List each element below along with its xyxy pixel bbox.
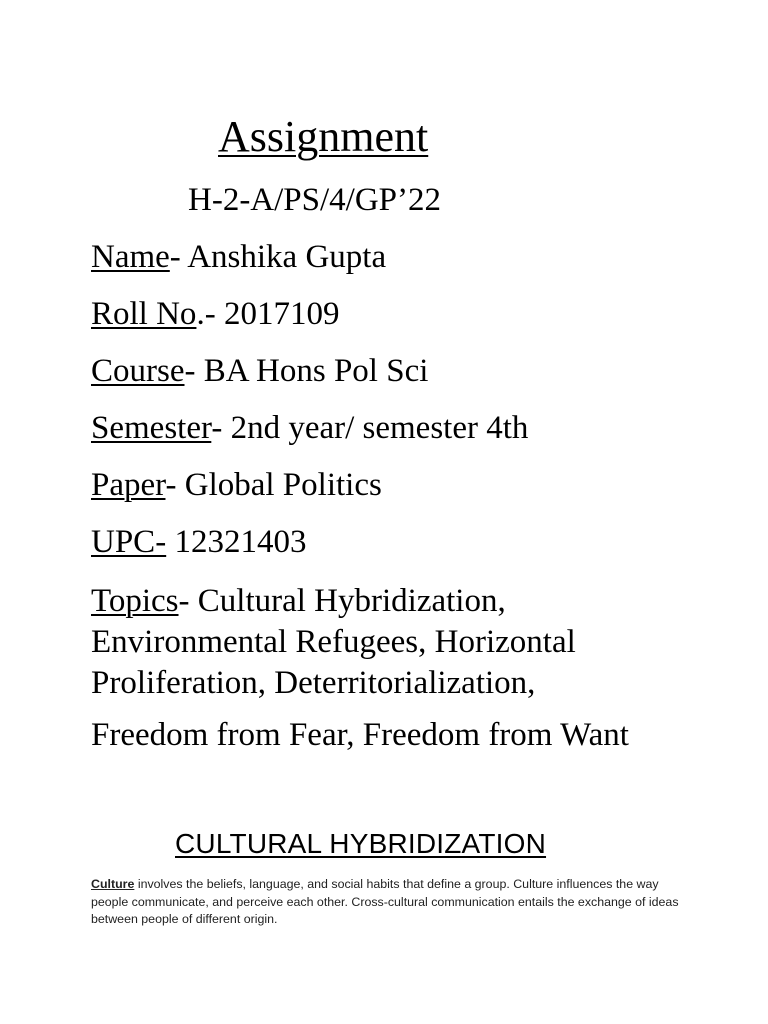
section-paragraph	[91, 876, 681, 929]
field-label: Paper	[91, 467, 166, 503]
field-separator: .-	[196, 296, 224, 332]
field-roll-no	[91, 294, 339, 334]
field-value: Global Politics	[184, 467, 382, 503]
assignment-code: H-2-A/PS/4/GP’22	[188, 182, 442, 218]
highlighted-term: Culture	[91, 877, 135, 891]
field-value: Anshika Gupta	[187, 239, 387, 275]
field-name	[91, 237, 386, 277]
section-heading: CULTURAL HYBRIDIZATION	[175, 828, 547, 859]
field-separator: -	[211, 410, 231, 446]
topics-label: Topics	[91, 583, 179, 619]
field-paper	[91, 465, 382, 505]
field-upc	[91, 522, 306, 562]
field-label: UPC-	[91, 524, 167, 560]
topics-line-2: Environmental Refugees, Horizontal	[91, 624, 576, 660]
field-course	[91, 351, 428, 391]
field-label: Semester	[91, 410, 212, 446]
topics-line-1	[91, 581, 506, 621]
field-separator: -	[169, 239, 188, 275]
topics-line-4: Freedom from Fear, Freedom from Want	[91, 717, 629, 753]
paragraph-text: involves the beliefs, language, and social habits that define a group. Culture influences the way people communicate, and perceive each other. Cross-cultural communication entails the exchange of ideas between people of different origin.	[91, 877, 679, 926]
field-separator: -	[184, 353, 204, 389]
topics-line-3: Proliferation, Deterritorialization,	[91, 665, 536, 701]
field-label: Roll No	[91, 296, 197, 332]
field-separator: -	[165, 467, 185, 503]
field-semester	[91, 408, 528, 448]
field-value: BA Hons Pol Sci	[203, 353, 429, 389]
field-label: Course	[91, 353, 185, 389]
field-value: 2nd year/ semester 4th	[230, 410, 529, 446]
field-value: 2017109	[223, 296, 340, 332]
topics-text: Cultural Hybridization,	[197, 583, 506, 619]
topics-separator: -	[178, 583, 198, 619]
document-title: Assignment	[218, 112, 429, 161]
field-value: 12321403	[174, 524, 307, 560]
field-label: Name	[91, 239, 170, 275]
